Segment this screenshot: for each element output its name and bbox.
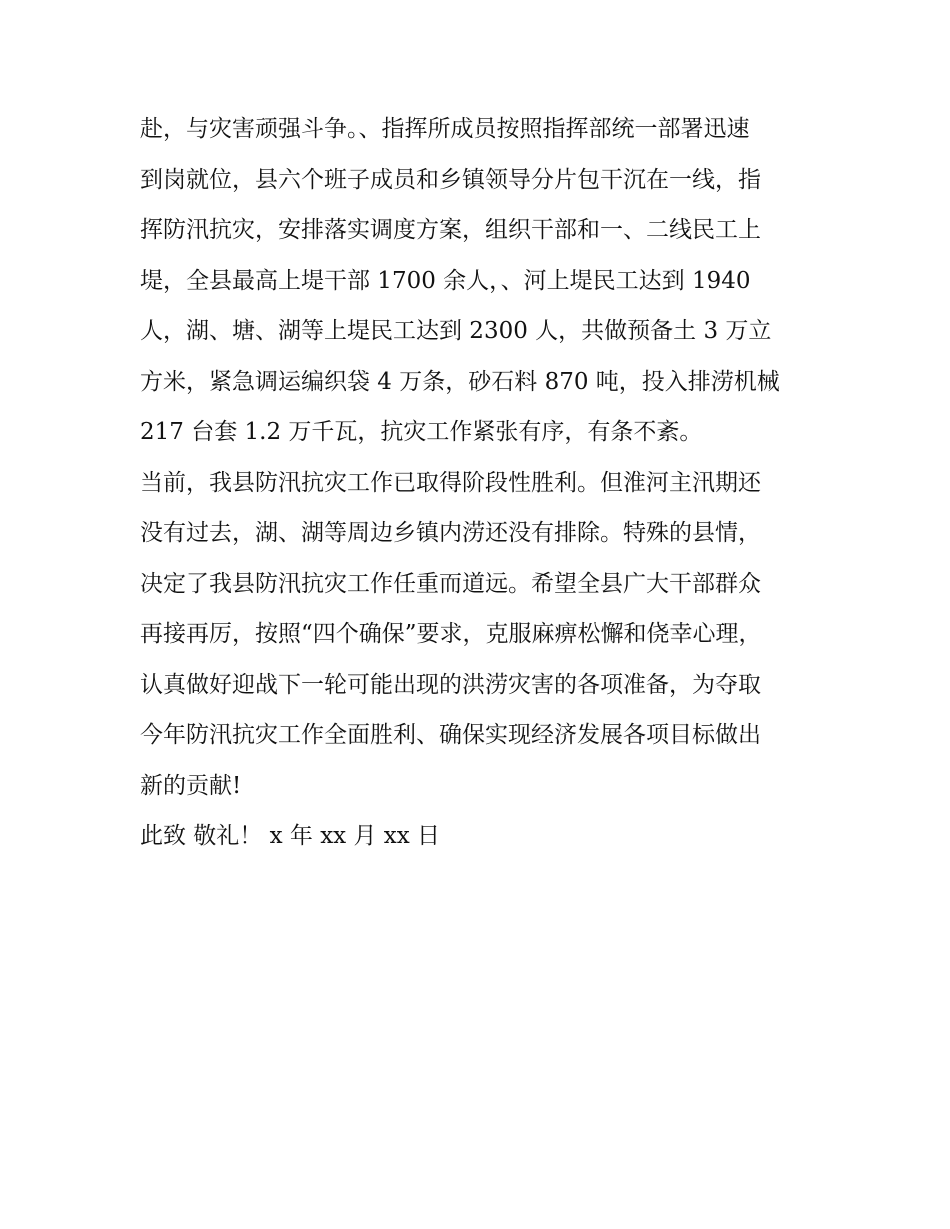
closing-signature-line: 此致 敬礼！ x 年 xx 月 xx 日 xyxy=(140,823,441,849)
text-line: 217 台套 1.2 万千瓦，抗灾工作紧张有序，有条不紊。 xyxy=(140,419,703,445)
document-body xyxy=(140,104,820,862)
text-line: 认真做好迎战下一轮可能出现的洪涝灾害的各项准备，为夺取 xyxy=(140,671,761,698)
text-line: 人，湖、塘、湖等上堤民工达到 2300 人，共做预备土 3 万立 xyxy=(140,318,772,344)
text-line: 没有过去，湖、湖等周边乡镇内涝还没有排除。特殊的县情， xyxy=(140,520,761,546)
paragraph-2 xyxy=(140,458,820,812)
text-line: 方米，紧急调运编织袋 4 万条，砂石料 870 吨，投入排涝机械 xyxy=(140,368,780,395)
text-line: 堤，全县最高上堤干部 1700 余人，、河上堤民工达到 1940 xyxy=(140,267,751,294)
text-line: 再接再厉，按照“四个确保”要求，克服麻痹松懈和侥幸心理， xyxy=(140,621,762,647)
paragraph-1 xyxy=(140,104,820,458)
text-line: 到岗就位，县六个班子成员和乡镇领导分片包干沉在一线，指 xyxy=(140,166,761,193)
text-line: 新的贡献! xyxy=(140,772,242,799)
text-line: 赴，与灾害顽强斗争。、指挥所成员按照指挥部统一部署迅速 xyxy=(140,116,750,142)
text-line: 当前，我县防汛抗灾工作已取得阶段性胜利。但淮河主汛期还 xyxy=(140,469,761,496)
text-line: 挥防汛抗灾，安排落实调度方案，组织干部和一、二线民工上 xyxy=(140,217,761,243)
text-line: 今年防汛抗灾工作全面胜利、确保实现经济发展各项目标做出 xyxy=(140,722,761,748)
text-line: 决定了我县防汛抗灾工作任重而道远。希望全县广大干部群众 xyxy=(140,570,761,597)
